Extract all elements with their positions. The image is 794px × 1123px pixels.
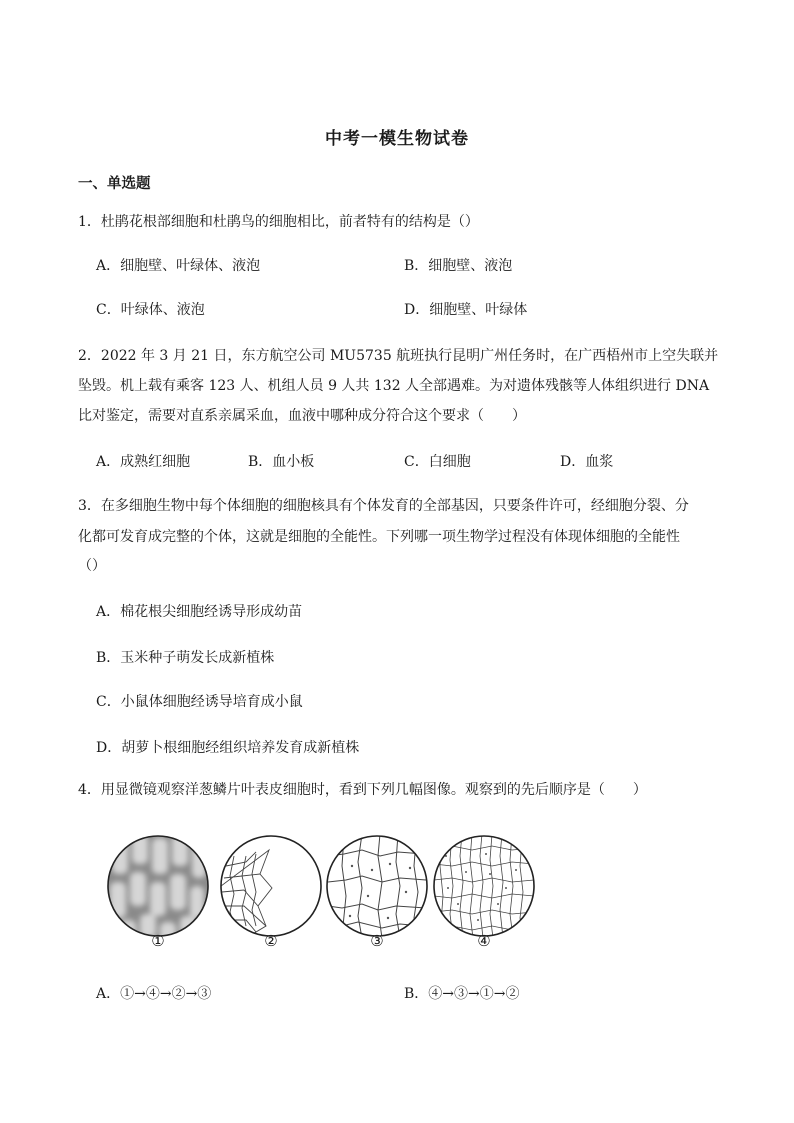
- q4-option-b: B．④→③→①→②: [404, 986, 520, 1002]
- q3-option-a: A．棉花根尖细胞经诱导形成幼苗: [96, 604, 303, 620]
- figure-label-3: ③: [370, 932, 384, 950]
- q4-option-a: A．①→④→②→③: [96, 986, 212, 1002]
- q3-line-2: 化都可发育成完整的个体，这就是细胞的全能性。下列哪一项生物学过程没有体现体细胞的全能性: [78, 529, 680, 545]
- section-heading: 一、单选题: [78, 176, 151, 192]
- blurry-cells-image: [108, 834, 208, 942]
- q2-option-c: C．白细胞: [404, 454, 471, 470]
- q1-option-b: B．细胞壁、液泡: [404, 258, 513, 274]
- q1-stem: 1．杜鹃花根部细胞和杜鹃鸟的细胞相比，前者特有的结构是（）: [78, 214, 479, 230]
- page-title: 中考一模生物试卷: [325, 129, 469, 149]
- large-cells-image: [327, 834, 427, 938]
- q1-option-c: C．叶绿体、液泡: [96, 302, 205, 318]
- q3-option-b: B．玉米种子萌发长成新植株: [96, 650, 275, 666]
- q1-option-d: D．细胞壁、叶绿体: [404, 302, 528, 318]
- q3-option-d: D．胡萝卜根细胞经组织培养发育成新植株: [96, 740, 360, 756]
- figure-label-2: ②: [264, 932, 278, 950]
- q4-stem: 4．用显微镜观察洋葱鳞片叶表皮细胞时，看到下列几幅图像。观察到的先后顺序是（ ）: [78, 782, 647, 798]
- q2-option-b: B．血小板: [248, 454, 315, 470]
- figure-label-1: ①: [151, 932, 165, 950]
- q2-line-3: 比对鉴定，需要对直系亲属采血，血液中哪种成分符合这个要求（ ）: [78, 408, 526, 424]
- q3-option-c: C．小鼠体细胞经诱导培育成小鼠: [96, 694, 303, 710]
- q3-line-3: （）: [78, 558, 106, 574]
- q2-option-d: D．血浆: [560, 454, 614, 470]
- edge-cells-image: [221, 836, 321, 938]
- q3-line-1: 3．在多细胞生物中每个体细胞的细胞核具有个体发育的全部基因，只要条件许可，经细胞分裂、分: [78, 498, 689, 514]
- q2-line-2: 坠毁。机上载有乘客 123 人、机组人员 9 人共 132 人全部遇难。为对遗体残骸等人体组织进行 DNA: [78, 378, 710, 394]
- q1-option-a: A．细胞壁、叶绿体、液泡: [96, 258, 261, 274]
- small-cells-image: [434, 834, 534, 938]
- figure-label-4: ④: [477, 932, 491, 950]
- q2-option-a: A．成熟红细胞: [96, 454, 191, 470]
- q2-line-1: 2．2022 年 3 月 21 日，东方航空公司 MU5735 航班执行昆明广州任务时，在广西梧州市上空失联并: [78, 348, 719, 364]
